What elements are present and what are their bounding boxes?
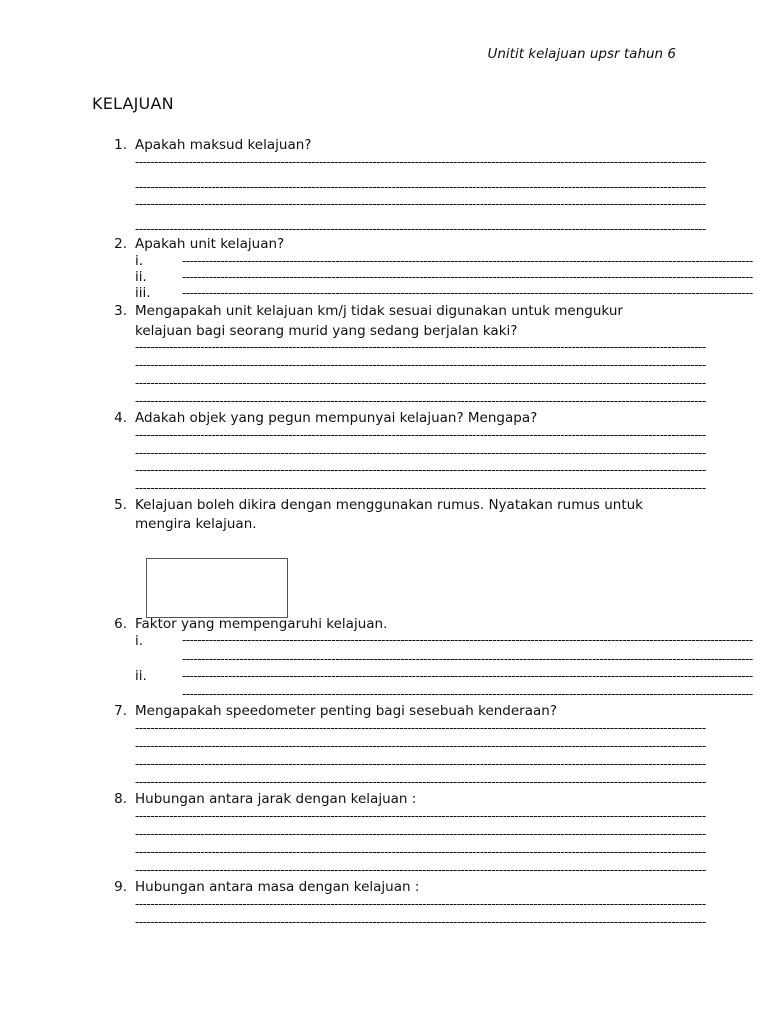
question-text: Apakah maksud kelajuan? [135, 137, 312, 153]
answer-line: ----------------------------------------------------------------------------------------------------------------------------------------------------- [135, 915, 706, 929]
question-text: mengira kelajuan. [135, 516, 257, 532]
page-title: KELAJUAN [92, 94, 174, 113]
question-text: Hubungan antara masa dengan kelajuan : [135, 879, 420, 895]
question-text: Kelajuan boleh dikira dengan menggunakan rumus. Nyatakan rumus untuk [135, 497, 644, 513]
question-text: Faktor yang mempengaruhi kelajuan. [135, 616, 388, 632]
answer-line: ----------------------------------------------------------------------------------------------------------------------------------------------------- [135, 863, 706, 877]
question-text: Mengapakah speedometer penting bagi sesebuah kenderaan? [135, 703, 557, 719]
question-number: 1. [114, 137, 127, 153]
question-number: 2. [114, 236, 127, 252]
question-text: Adakah objek yang pegun mempunyai kelajuan? Mengapa? [135, 410, 538, 426]
answer-line: ----------------------------------------------------------------------------------------------------------------------------------------------------- [135, 757, 706, 771]
answer-line: ----------------------------------------------------------------------------------------------------------------------------------------------------- [135, 721, 706, 735]
answer-line: ----------------------------------------------------------------------------------------------------------------------------------------------------- [135, 845, 706, 859]
question-number: 6. [114, 616, 127, 632]
answer-line: ----------------------------------------------------------------------------------------------------------------------------------------------------- [135, 827, 706, 841]
answer-line: ----------------------------------------------------------------------------------------------------------------------------------------------------- [135, 897, 706, 911]
sub-item-label: ii. [135, 269, 147, 285]
question-number: 9. [114, 879, 127, 895]
answer-line: ----------------------------------------------------------------------------------------------------------------------------------------------------- [135, 463, 706, 477]
answer-line: ----------------------------------------------------------------------------------------------------------------------------------------------------- [135, 481, 706, 495]
answer-line: ----------------------------------------------------------------------------------------------------------------------------------------------------- [135, 180, 706, 194]
answer-line: ----------------------------------------------------------------------------------------------------------------------------------------------------- [182, 270, 753, 284]
answer-line: ----------------------------------------------------------------------------------------------------------------------------------------------------- [135, 340, 706, 354]
question-text: Hubungan antara jarak dengan kelajuan : [135, 791, 417, 807]
answer-line: ----------------------------------------------------------------------------------------------------------------------------------------------------- [135, 376, 706, 390]
question-number: 7. [114, 703, 127, 719]
answer-line: ----------------------------------------------------------------------------------------------------------------------------------------------------- [182, 669, 753, 683]
answer-line: ----------------------------------------------------------------------------------------------------------------------------------------------------- [182, 652, 753, 666]
question-text: Mengapakah unit kelajuan km/j tidak sesuai digunakan untuk mengukur [135, 303, 623, 319]
question-text: kelajuan bagi seorang murid yang sedang berjalan kaki? [135, 323, 518, 339]
answer-line: ----------------------------------------------------------------------------------------------------------------------------------------------------- [135, 358, 706, 372]
answer-line: ----------------------------------------------------------------------------------------------------------------------------------------------------- [135, 394, 706, 408]
answer-line: ----------------------------------------------------------------------------------------------------------------------------------------------------- [135, 446, 706, 460]
formula-answer-box[interactable] [146, 558, 288, 618]
question-number: 3. [114, 303, 127, 319]
sub-item-label: i. [135, 633, 144, 649]
question-text: Apakah unit kelajuan? [135, 236, 285, 252]
answer-line: ----------------------------------------------------------------------------------------------------------------------------------------------------- [182, 254, 753, 268]
answer-line: ----------------------------------------------------------------------------------------------------------------------------------------------------- [135, 155, 706, 169]
answer-line: ----------------------------------------------------------------------------------------------------------------------------------------------------- [182, 633, 753, 647]
answer-line: ----------------------------------------------------------------------------------------------------------------------------------------------------- [135, 739, 706, 753]
sub-item-label: iii. [135, 285, 151, 301]
answer-line: ----------------------------------------------------------------------------------------------------------------------------------------------------- [135, 775, 706, 789]
question-number: 8. [114, 791, 127, 807]
sub-item-label: ii. [135, 668, 147, 684]
answer-line: ----------------------------------------------------------------------------------------------------------------------------------------------------- [182, 286, 753, 300]
sub-item-label: i. [135, 253, 144, 269]
answer-line: ----------------------------------------------------------------------------------------------------------------------------------------------------- [135, 809, 706, 823]
answer-line: ----------------------------------------------------------------------------------------------------------------------------------------------------- [135, 222, 706, 236]
answer-line: ----------------------------------------------------------------------------------------------------------------------------------------------------- [182, 687, 753, 701]
answer-line: ----------------------------------------------------------------------------------------------------------------------------------------------------- [135, 428, 706, 442]
question-number: 5. [114, 497, 127, 513]
question-number: 4. [114, 410, 127, 426]
page-header: Unitit kelajuan upsr tahun 6 [487, 46, 676, 62]
answer-line: ----------------------------------------------------------------------------------------------------------------------------------------------------- [135, 197, 706, 211]
